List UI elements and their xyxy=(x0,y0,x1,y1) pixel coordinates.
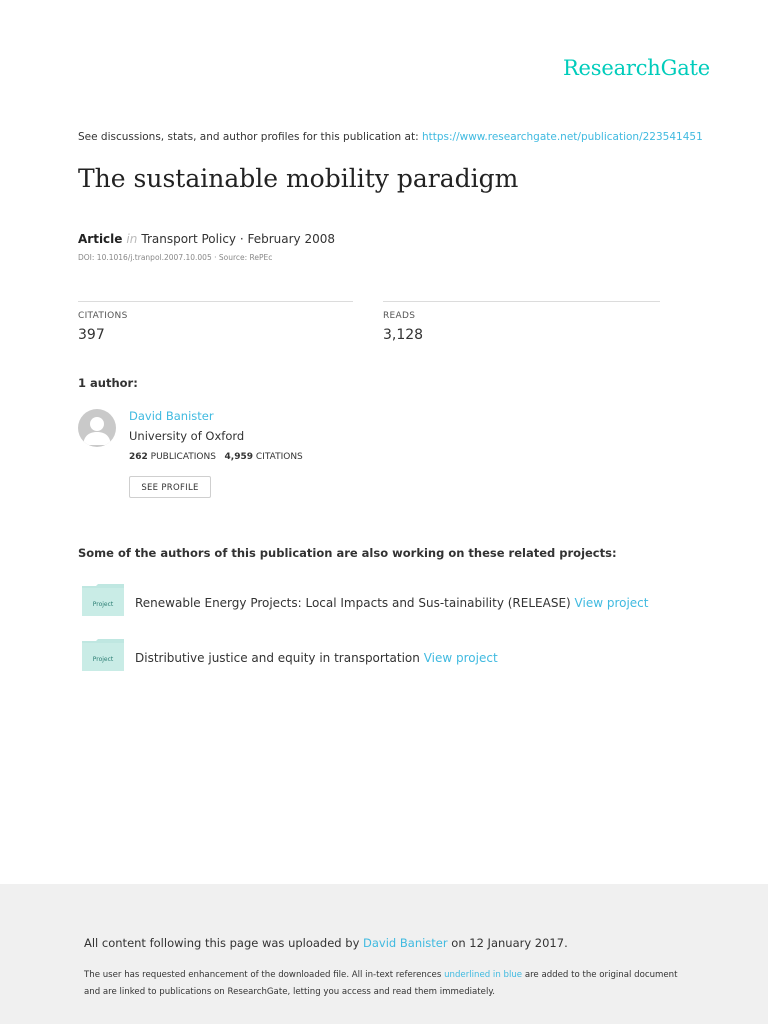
project-icon-label: Project xyxy=(92,656,114,663)
author-citations-count: 4,959 xyxy=(224,452,254,462)
publications-label: PUBLICATIONS xyxy=(150,452,216,462)
view-project-link[interactable]: View project xyxy=(574,596,649,610)
divider-citations xyxy=(78,301,353,302)
user-silhouette-icon xyxy=(78,409,116,447)
footer xyxy=(0,884,768,1024)
notice-text-2: and are linked to publications on ResearchGate, letting you access and read them immediately. xyxy=(84,987,495,997)
author-name-link[interactable]: David Banister xyxy=(129,409,214,423)
in-label: in xyxy=(126,232,138,246)
author-citations-label: CITATIONS xyxy=(255,452,303,462)
publication-url-link[interactable]: https://www.researchgate.net/publication/223541451 xyxy=(421,131,703,143)
see-profile-button[interactable]: SEE PROFILE xyxy=(129,476,211,498)
citations-label: CITATIONS xyxy=(78,311,128,321)
citations-value: 397 xyxy=(78,327,105,343)
enhancement-notice xyxy=(84,967,678,1001)
reads-value: 3,128 xyxy=(383,327,424,343)
upload-notice xyxy=(84,936,568,950)
notice-text-1b: are added to the original document xyxy=(524,970,678,980)
publications-count: 262 xyxy=(129,452,148,462)
author-stats xyxy=(129,452,303,462)
avatar[interactable] xyxy=(78,409,116,447)
related-projects-heading: Some of the authors of this publication are also working on these related projects: xyxy=(78,546,617,560)
publication-type: Article xyxy=(78,232,123,246)
journal-info: Transport Policy · February 2008 xyxy=(141,232,335,246)
uploader-link[interactable]: David Banister xyxy=(363,936,448,950)
divider-reads xyxy=(383,301,660,302)
publication-meta xyxy=(78,232,335,246)
discussion-prefix: See discussions, stats, and author profiles for this publication at: xyxy=(78,131,419,143)
discussion-line xyxy=(78,131,703,143)
researchgate-logo[interactable]: ResearchGate xyxy=(562,56,710,80)
upload-prefix: All content following this page was uploaded by xyxy=(84,936,360,950)
project-title: Distributive justice and equity in transportation xyxy=(135,651,420,665)
doi-line: DOI: 10.1016/j.tranpol.2007.10.005 · Source: RePEc xyxy=(78,253,273,262)
project-title: Renewable Energy Projects: Local Impacts and Sus-tainability (RELEASE) xyxy=(135,596,571,610)
project-folder-icon xyxy=(82,639,124,671)
project-item xyxy=(135,651,498,665)
reads-label: READS xyxy=(383,311,416,321)
project-item xyxy=(135,596,649,610)
notice-text-1a: The user has requested enhancement of the downloaded file. All in-text references xyxy=(84,970,442,980)
project-folder-icon xyxy=(82,584,124,616)
upload-suffix: on 12 January 2017. xyxy=(451,936,568,950)
project-icon-label: Project xyxy=(92,601,114,608)
view-project-link[interactable]: View project xyxy=(423,651,498,665)
page-title: The sustainable mobility paradigm xyxy=(78,164,519,193)
underlined-in-blue-link[interactable]: underlined in blue xyxy=(444,970,523,980)
authors-heading: 1 author: xyxy=(78,376,138,390)
author-affiliation: University of Oxford xyxy=(129,429,245,443)
